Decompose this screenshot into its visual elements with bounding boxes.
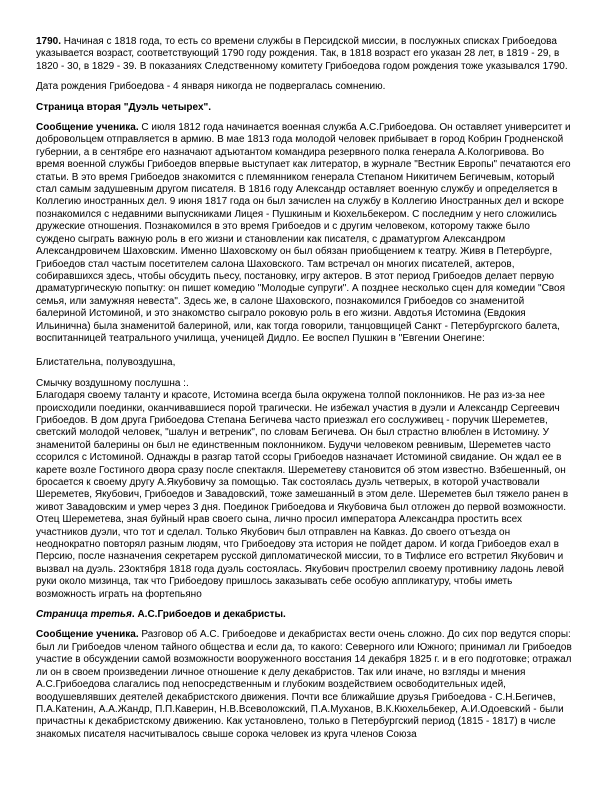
section-heading-decembrists xyxy=(36,609,572,621)
report-text: Разговор об А.С. Грибоедове и декабристах вести очень сложно. До сих пор ведутся споры: был ли Грибоедов членом тайного общества и если да, то какого: Северного или Южного; принимал ли Грибоедов участие в обсуждении самой возможности вооруженного восстания 14 декабря 1825 г. и в его подготовке; отражал ли он в своем произведении личное отношение к делу декабристов. Так или иначе, но взгляды и мнения А.С.Грибоедова слагались под непосредственным и глубоким воздействием освободительных идей, воодушевлявших деятелей декабристского движения. Почти все ближайшие друзья Грибоедова - С.Н.Бегичев, П.А.Катенин, А.А.Жандр, П.П.Каверин, Н.В.Всеволожский, П.А.Муханов, В.К.Кюхельбекер, А.И.Одоевский - были причастны к декабристскому движению. Как установлено, только в Петербургский период (1815 - 1817) в числе знакомых писателя насчитывалось свыше сорока человек из круга членов Союза xyxy=(36,629,572,740)
year-lead: 1790. xyxy=(36,36,62,47)
verse-line-1: Блистательна, полувоздушна, xyxy=(36,357,176,369)
section-heading-duel: Страница вторая "Дуэль четырех". xyxy=(36,101,212,113)
report-label: Сообщение ученика. xyxy=(36,629,139,641)
paragraph-birth-year xyxy=(36,36,572,73)
student-report-duel xyxy=(36,122,572,345)
student-report-decembrists xyxy=(36,629,572,741)
report-text: С июля 1812 года начинается военная служба А.С.Грибоедова. Он оставляет университет и добровольцем отправляется в армию. В мае 1813 года молодой человек прибывает в город Кобрин Гродненской губернии, а в сентябре его назначают адъютантом командира резервного полка генерала А.Кологривова. Во время военной службы Грибоедов впервые выступает как литератор, в журнале "Вестник Европы" печатаются его статьи. В это время Грибоедов знакомится с племянником генерала Степаном Никитичем Бегичевым, который стал самым задушевным другом писателя. В 1816 году Александр оставляет военную службу и определяется в Коллегию иностранных дел. 9 июня 1817 года он был зачислен на службу в Коллегию Иностранных дел и вскоре познакомился с недавними выпускниками Лицея - Пушкиным и Кюхельбекером. С последним у него сложились дружеские отношения. Познакомился в это время Грибоедов и с другим человеком, которому также было суждено сыграть важную роль в его жизни и становлении как писателя, с драматургом Александром Александровичем Шаховским. Именно Шаховскому он был обязан приобщением к театру. Живя в Петербурге, Грибоедов стал частым посетителем салона Шаховского. Там встречал он многих писателей, актеров, собиравшихся здесь, чтобы обсудить пьесу, постановку, игру актеров. В этот период Грибоедов делает первую драматургическую попытку: он пишет комедию "Молодые супруги". А позднее несколько сцен для комедии "Своя семья, или замужняя невеста". Здесь же, в салоне Шаховского, познакомился Грибоедов со знаменитой балериной Истоминой, и это знакомство сыграло роковую роль в его жизни. Авдотья Истомина (Евдокия Ильинична) была знаменитой балериной, или, как тогда говорили, танцовщицей Санкт - Петербургского балета, воспитанницей театрального училища, ученицей Дидло. Ее воспел Пушкин в "Евгении Онегине: xyxy=(36,122,571,344)
report-label: Сообщение ученика. xyxy=(36,122,139,134)
heading-lead: Страница третья xyxy=(36,609,132,621)
paragraph-birth-date: Дата рождения Грибоедова - 4 января никогда не подвергалась сомнению. xyxy=(36,81,386,93)
heading-rest: . А.С.Грибоедов и декабристы. xyxy=(131,609,286,621)
verse-line-2: Смычку воздушному послушна :. xyxy=(36,377,189,389)
paragraph-text: Начиная с 1818 года, то есть со времени службы в Персидской миссии, в послужных списках Грибоедова указывается возраст, соответствующий 1790 году рождения. Так, в 1818 возраст его указан 28 лет, в 1819 - 29, в 1820 - 30, в 1829 - 39. В показаниях Следственному комитету Грибоедова годом рождения тоже указывался 1790. xyxy=(36,36,568,72)
paragraph-istomina: Благодаря своему таланту и красоте, Истомина всегда была окружена толпой поклонников. Не раз из-за нее происходили поединки, оканчивавшиеся порой трагически. Не избежал участия в дуэли и Александр Сергеевич Грибоедов. В дом друга Грибоедова Степана Бегичева часто приезжал его сослуживец - поручик Шереметев, светский молодой человек, "шалун и ветреник", по словам Бегичева. Он был страстно влюблен в Истомину. У знаменитой балерины он был не единственным поклонником. Будучи человеком ревнивым, Шереметев часто ссорился с Истоминой. Однажды в разгар татой ссоры Грибоедов назначает Истоминой свидание. Он ждал ее в карете возле Гостиного двора сразу после спектакля. Шереметеву становится об этом известно. Взбешенный, он бросается к своему другу А.Якубовичу за помощью. Так состоялась дуэль четверых, в которой участвовали Шереметев, Якубович, Грибоедов и Завадовский, тоже замешанный в этом деле. Шереметев был тяжело ранен в живот Завадовским и умер через 3 дня. Поединок Грибоедова и Якубовича был отложен до первой возможности. Отец Шереметева, зная буйный нрав своего сына, лично просил императора Александра простить всех участников дуэли, что тот и сделал. Только Якубович был отправлен на Кавказ. До своего отъезда он неоднократно повторял разным людям, что Грибоедову эта история не пойдет даром. И когда Грибоедов ехал в Персию, после назначения секретарем русской дипломатической миссии, то в Тифлисе его встретил Якубович и вызвал на дуэль. 23октября 1818 года дуэль состоялась. Якубович прострелил своему противнику ладонь левой руки около мизинца, так что Грибоедову пришлось заказывать себе особую аппликатуру, чтобы иметь возможность играть на фортепьяно xyxy=(36,390,569,600)
